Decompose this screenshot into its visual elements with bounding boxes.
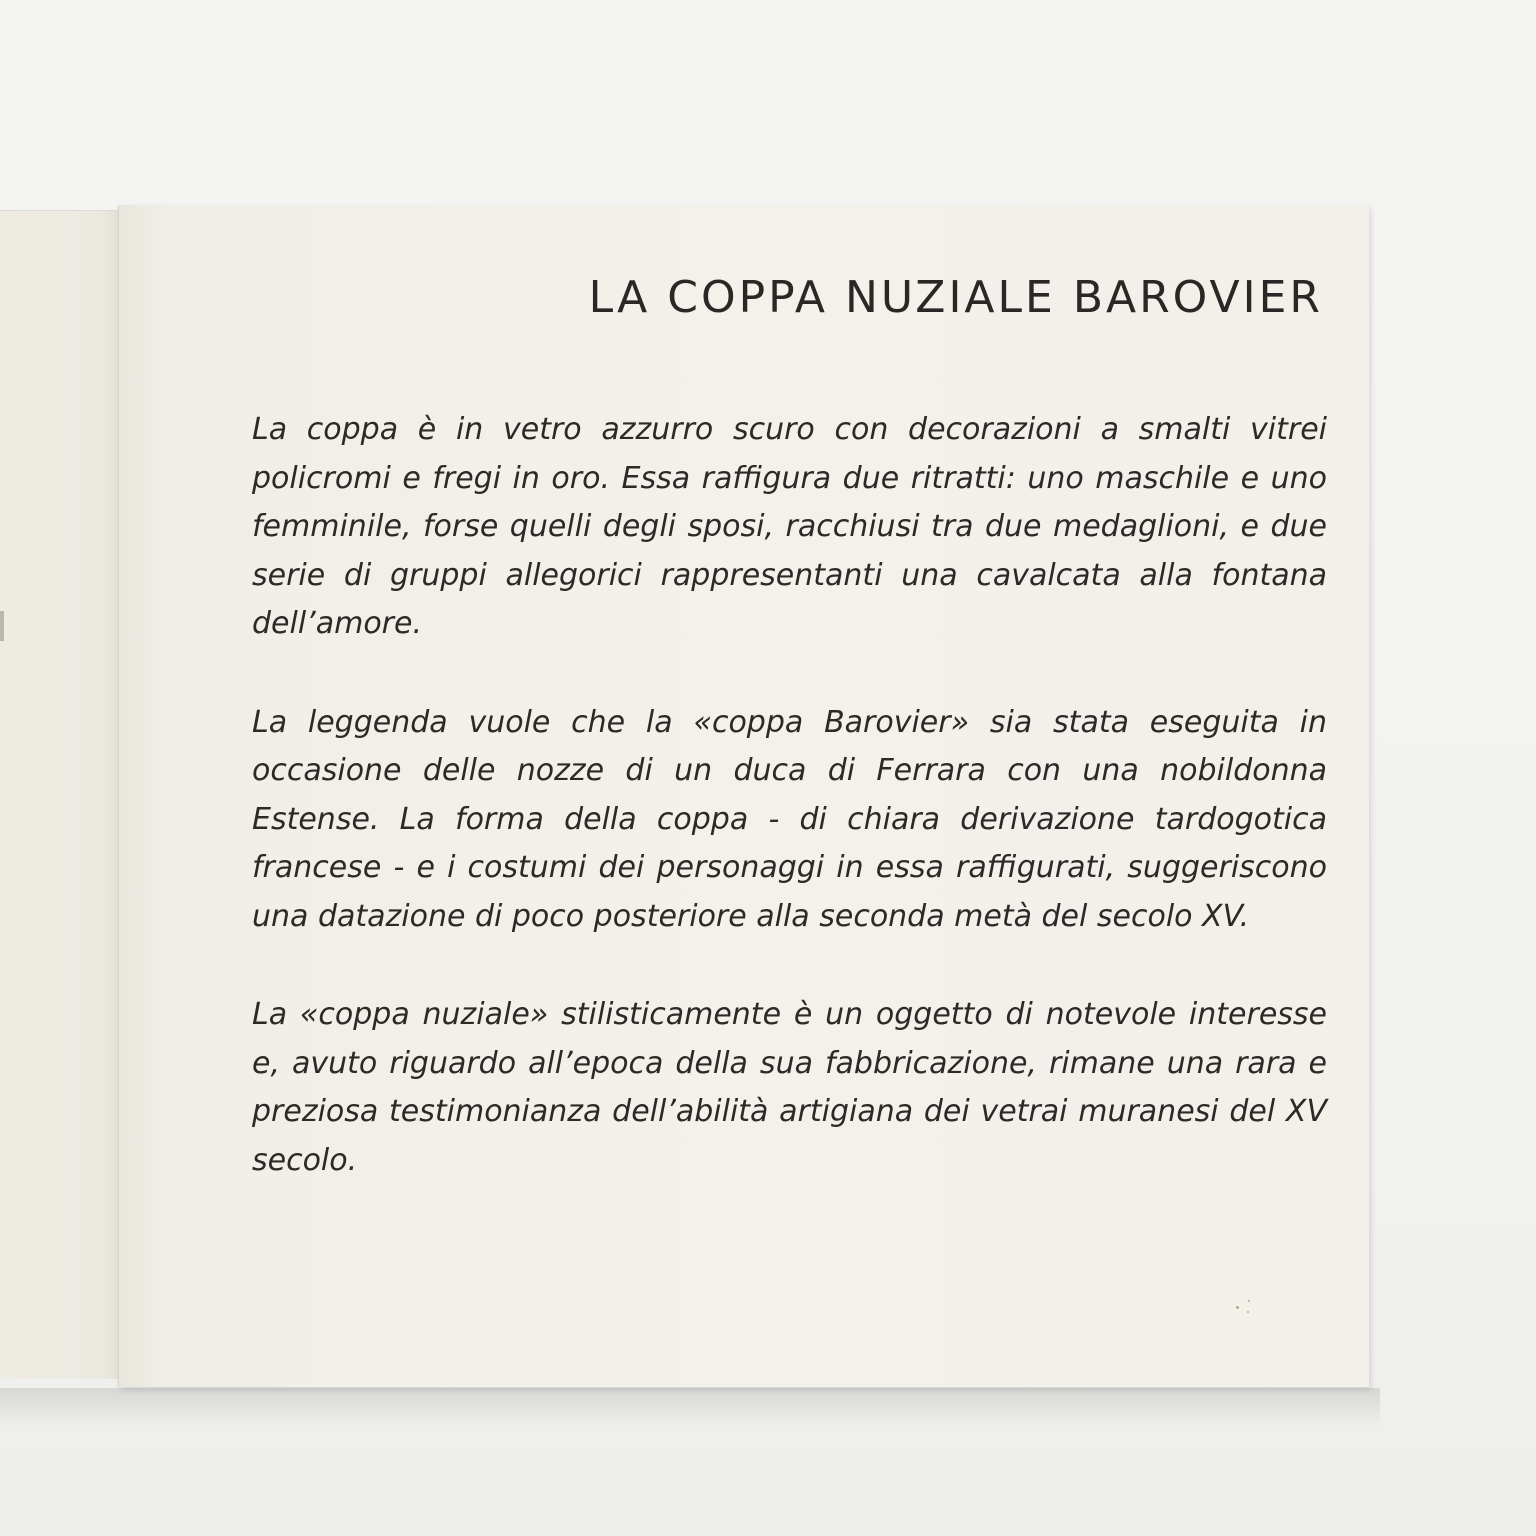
paper-speck xyxy=(1248,1300,1250,1302)
paper-speck xyxy=(1247,1311,1249,1313)
paragraph-3: La «coppa nuziale» stilisticamente è un oggetto di notevole interesse e, avuto riguardo all’epoca della sua fabbricazione, rimane una rara e preziosa testimonianza dell’abilità artigiana dei vetrai muranesi del XV secolo. xyxy=(252,997,1327,1178)
page-shadow xyxy=(0,1388,1380,1428)
left-page xyxy=(0,210,124,1379)
page-title: LA COPPA NUZIALE BAROVIER xyxy=(588,272,1323,323)
paragraph-1: La coppa è in vetro azzurro scuro con decorazioni a smalti vitrei policromi e fregi in oro. Essa raffigura due ritratti: uno maschile e uno femminile, forse quelli degli sposi, racchiusi tra due medaglioni, e due serie di gruppi allegorici rappresentanti una cavalcata alla fontana dell’amore. xyxy=(252,412,1327,641)
body-text xyxy=(252,406,1327,1235)
left-page-mark xyxy=(0,611,4,641)
paragraph-2: La leggenda vuole che la «coppa Barovier» sia stata eseguita in occasione delle nozze di un duca di Ferrara con una nobildonna Estense. La forma della coppa - di chiara derivazione tardogotica francese - e i costumi dei personaggi in essa raffigurati, suggeriscono una datazione di poco posteriore alla seconda metà del secolo XV. xyxy=(252,704,1327,934)
paper-speck xyxy=(1236,1306,1239,1309)
